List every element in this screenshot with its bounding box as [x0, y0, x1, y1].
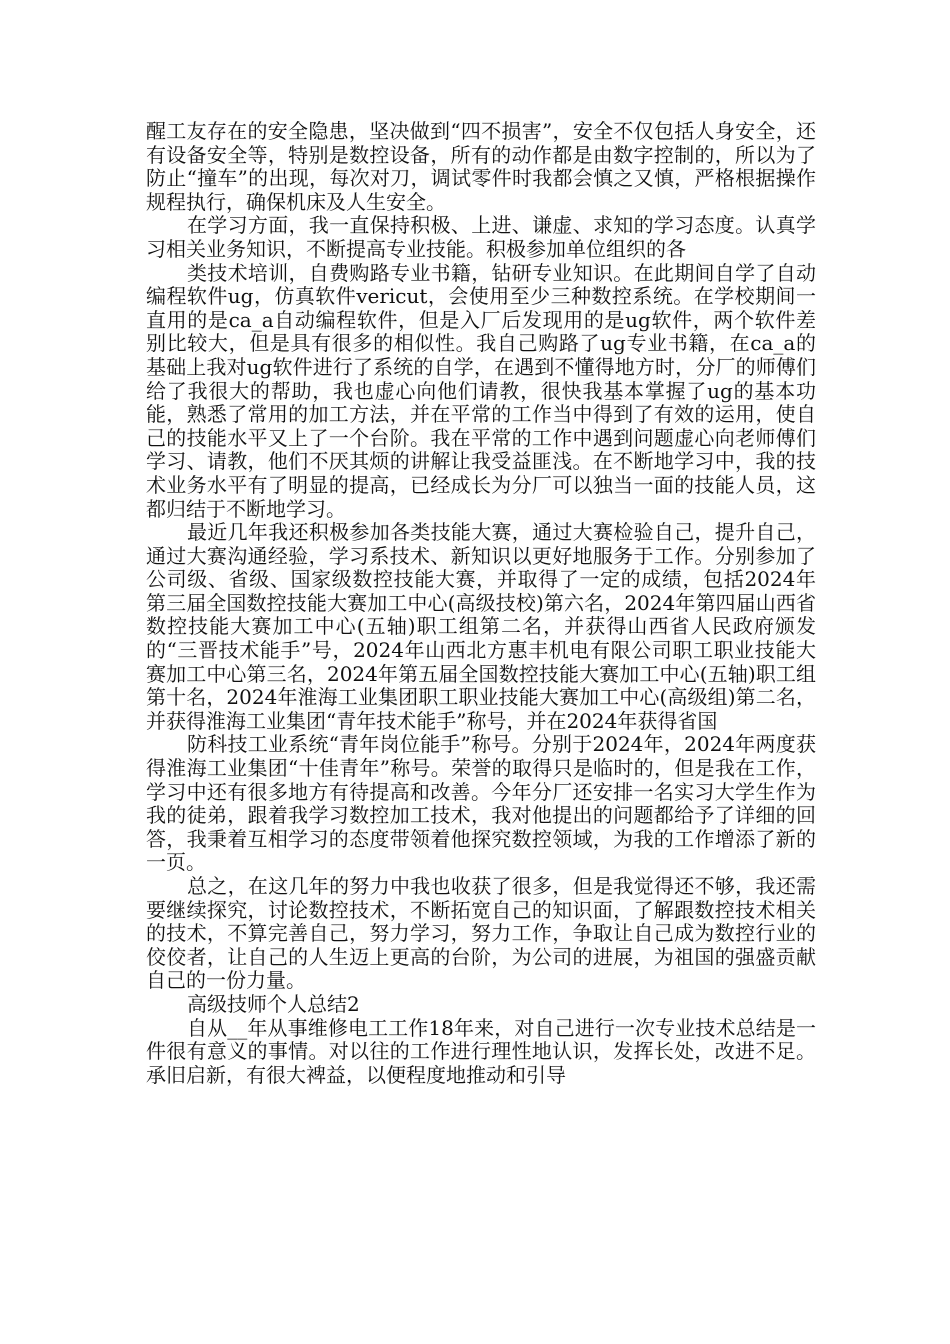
document-page — [146, 120, 816, 1087]
paragraph-competitions: 最近几年我还积极参加各类技能大赛，通过大赛检验自己，提升自己，通过大赛沟通经验，学习系技术、新知识以更好地服务于工作。分别参加了公司级、省级、国家级数控技能大赛，并取得了一定的成绩，包括2024年第三届全国数控技能大赛加工中心(高级技校)第六名，2024年第四届山西省数控技能大赛加工中心(五轴)职工组第二名，并获得山西省人民政府颁发的“三晋技术能手”号，2024年山西北方惠丰机电有限公司职工职业技能大赛加工中心第三名，2024年第五届全国数控技能大赛加工中心(五轴)职工组第十名，2024年淮海工业集团职工职业技能大赛加工中心(高级组)第二名，并获得淮海工业集团“青年技术能手”称号，并在2024年获得省国 — [146, 520, 816, 733]
paragraph-safety: 醒工友存在的安全隐患，坚决做到“四不损害”，安全不仅包括人身安全，还有设备安全等，特别是数控设备，所有的动作都是由数字控制的，所以为了防止“撞车”的出现，每次对刀，调试零件时我都会慎之又慎，严格根据操作规程执行，确保机床及人生安全。 — [146, 119, 816, 214]
paragraph-honors: 防科技工业系统“青年岗位能手”称号。分别于2024年，2024年两度获得淮海工业集团“十佳青年”称号。荣誉的取得只是临时的，但是我在工作，学习中还有很多地方有待提高和改善。今年分厂还安排一名实习大学生作为我的徒弟，跟着我学习数控加工技术，我对他提出的问题都给予了详细的回答，我秉着互相学习的态度带领着他探究数控领域，为我的工作增添了新的一页。 — [146, 732, 816, 875]
section-heading: 高级技师个人总结2 — [187, 991, 360, 1016]
paragraph-summary-intro: 自从__年从事维修电工工作18年来，对自己进行一次专业技术总结是一件很有意义的事情。对以往的工作进行理性地认识，发挥长处，改进不足。承旧启新，有很大裨益，以便程度地推动和引导 — [146, 1015, 816, 1087]
paragraph-study-attitude: 在学习方面，我一直保持积极、上进、谦虚、求知的学习态度。认真学习相关业务知识，不断提高专业技能。积极参加单位组织的各 — [146, 213, 816, 261]
paragraph-conclusion: 总之，在这几年的努力中我也收获了很多，但是我觉得还不够，我还需要继续探究，讨论数控技术，不断拓宽自己的知识面，了解跟数控技术相关的技术，不算完善自己，努力学习，努力工作，争取让自己成为数控行业的佼佼者，让自己的人生迈上更高的台阶，为公司的进展，为祖国的强盛贡献自己的一份力量。 — [146, 874, 816, 993]
paragraph-training: 类技术培训，自费购路专业书籍，钻研专业知识。在此期间自学了自动编程软件ug，仿真软件vericut，会使用至少三种数控系统。在学校期间一直用的是ca_a自动编程软件，但是入厂后发现用的是ug软件，两个软件差别比较大，但是具有很多的相似性。我自己购路了ug专业书籍，在ca_a的基础上我对ug软件进行了系统的自学，在遇到不懂得地方时，分厂的师傅们给了我很大的帮助，我也虚心向他们请教，很快我基本掌握了ug的基本功能，熟悉了常用的加工方法，并在平常的工作当中得到了有效的运用，使自己的技能水平又上了一个台阶。我在平常的工作中遇到问题虚心向老师傅们学习、请教，他们不厌其烦的讲解让我受益匪浅。在不断地学习中，我的技术业务水平有了明显的提高，已经成长为分厂可以独当一面的技能人员，这都归结于不断地学习。 — [146, 260, 816, 521]
